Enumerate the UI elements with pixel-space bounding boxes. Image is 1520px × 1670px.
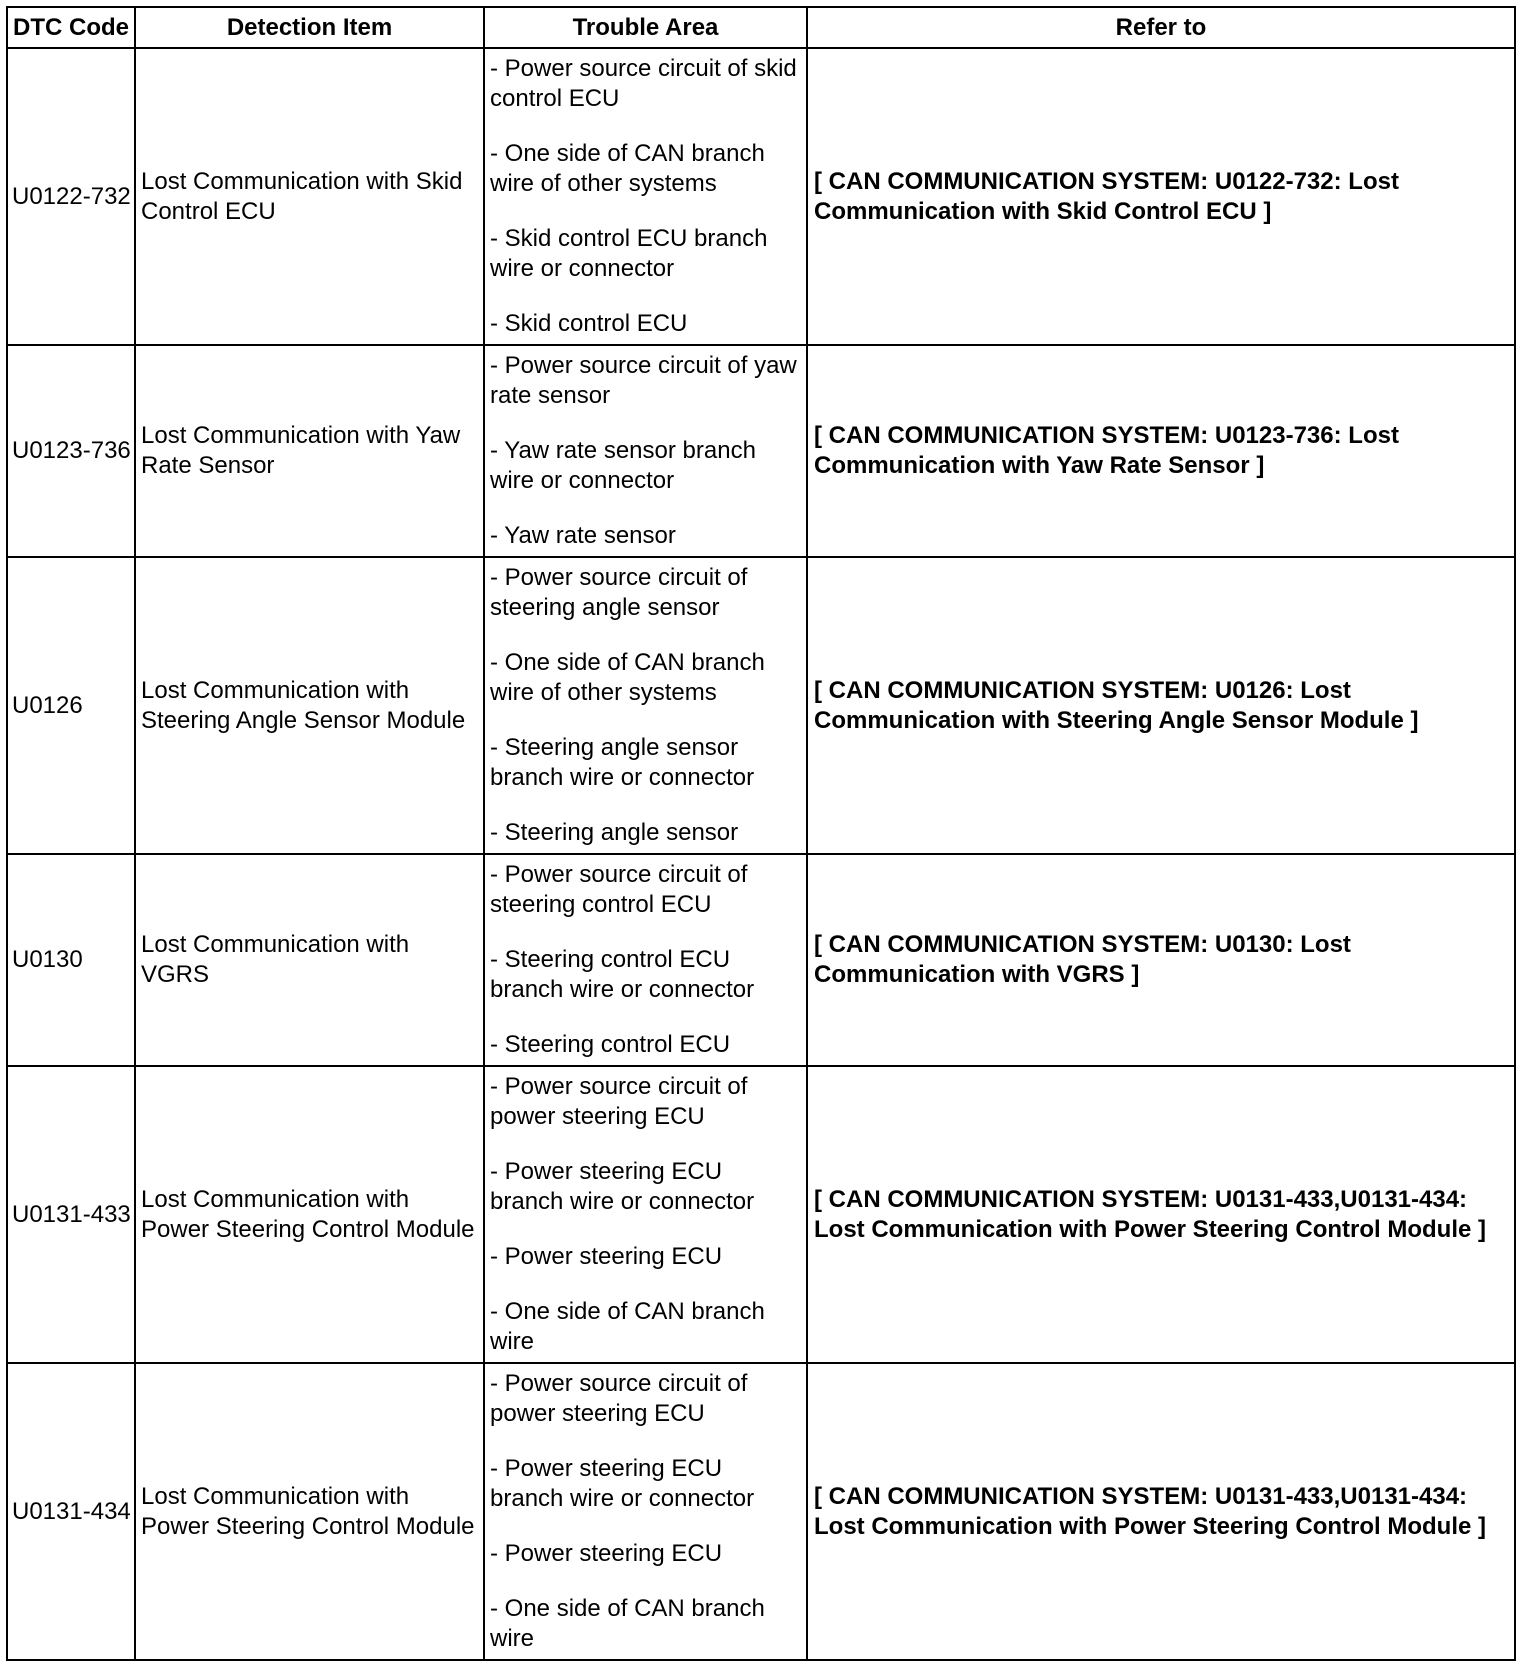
trouble-area-item: - Power steering ECU branch wire or connector xyxy=(490,1455,755,1512)
trouble-area-item: - Steering control ECU branch wire or connector xyxy=(490,946,755,1003)
trouble-area-item: - Power source circuit of power steering ECU xyxy=(490,1370,748,1427)
dtc-code-cell: U0123-736 xyxy=(7,345,135,557)
table-row xyxy=(7,1066,1515,1363)
trouble-area-item: - Steering angle sensor branch wire or connector xyxy=(490,734,755,791)
table-header-row xyxy=(7,7,1515,48)
refer-to-cell: [ CAN COMMUNICATION SYSTEM: U0131-433,U0131-434: Lost Communication with Power Steering Control Module ] xyxy=(807,1363,1515,1660)
trouble-area-cell xyxy=(484,48,807,345)
detection-item-cell: Lost Communication with Power Steering Control Module xyxy=(135,1066,484,1363)
refer-to-cell: [ CAN COMMUNICATION SYSTEM: U0130: Lost Communication with VGRS ] xyxy=(807,854,1515,1066)
trouble-area-item: - Power source circuit of power steering ECU xyxy=(490,1073,748,1130)
detection-item-cell: Lost Communication with Steering Angle Sensor Module xyxy=(135,557,484,854)
dtc-table xyxy=(6,6,1516,1661)
trouble-area-item: - One side of CAN branch wire xyxy=(490,1298,765,1355)
dtc-code-cell: U0130 xyxy=(7,854,135,1066)
trouble-area-item: - One side of CAN branch wire of other systems xyxy=(490,140,765,197)
refer-to-cell: [ CAN COMMUNICATION SYSTEM: U0126: Lost Communication with Steering Angle Sensor Module ] xyxy=(807,557,1515,854)
table-row xyxy=(7,48,1515,345)
header-trouble-area: Trouble Area xyxy=(484,7,807,48)
table-row xyxy=(7,854,1515,1066)
header-detection-item: Detection Item xyxy=(135,7,484,48)
trouble-area-item: - One side of CAN branch wire xyxy=(490,1595,765,1652)
refer-to-cell: [ CAN COMMUNICATION SYSTEM: U0123-736: Lost Communication with Yaw Rate Sensor ] xyxy=(807,345,1515,557)
refer-to-cell: [ CAN COMMUNICATION SYSTEM: U0122-732: Lost Communication with Skid Control ECU ] xyxy=(807,48,1515,345)
trouble-area-item: - Skid control ECU xyxy=(490,310,688,337)
trouble-area-item: - Steering angle sensor xyxy=(490,819,739,846)
trouble-area-item: - Power steering ECU xyxy=(490,1540,723,1567)
table-row xyxy=(7,345,1515,557)
detection-item-cell: Lost Communication with Skid Control ECU xyxy=(135,48,484,345)
dtc-code-cell: U0122-732 xyxy=(7,48,135,345)
trouble-area-item: - Steering control ECU xyxy=(490,1031,731,1058)
trouble-area-item: - Power source circuit of steering control ECU xyxy=(490,861,748,918)
table-row xyxy=(7,557,1515,854)
trouble-area-item: - Power steering ECU xyxy=(490,1243,723,1270)
trouble-area-cell xyxy=(484,1066,807,1363)
trouble-area-cell xyxy=(484,1363,807,1660)
trouble-area-item: - One side of CAN branch wire of other systems xyxy=(490,649,765,706)
trouble-area-item: - Power steering ECU branch wire or connector xyxy=(490,1158,755,1215)
detection-item-cell: Lost Communication with Yaw Rate Sensor xyxy=(135,345,484,557)
trouble-area-cell xyxy=(484,557,807,854)
detection-item-cell: Lost Communication with VGRS xyxy=(135,854,484,1066)
trouble-area-item: - Power source circuit of skid control ECU xyxy=(490,55,797,112)
trouble-area-cell xyxy=(484,854,807,1066)
trouble-area-cell xyxy=(484,345,807,557)
refer-to-cell: [ CAN COMMUNICATION SYSTEM: U0131-433,U0131-434: Lost Communication with Power Steering Control Module ] xyxy=(807,1066,1515,1363)
header-dtc-code: DTC Code xyxy=(7,7,135,48)
trouble-area-item: - Power source circuit of steering angle sensor xyxy=(490,564,748,621)
trouble-area-item: - Power source circuit of yaw rate sensor xyxy=(490,352,797,409)
table-body xyxy=(7,48,1515,1660)
dtc-code-cell: U0131-433 xyxy=(7,1066,135,1363)
trouble-area-item: - Skid control ECU branch wire or connector xyxy=(490,225,768,282)
table-row xyxy=(7,1363,1515,1660)
dtc-code-cell: U0126 xyxy=(7,557,135,854)
trouble-area-item: - Yaw rate sensor xyxy=(490,522,676,549)
header-refer-to: Refer to xyxy=(807,7,1515,48)
detection-item-cell: Lost Communication with Power Steering Control Module xyxy=(135,1363,484,1660)
trouble-area-item: - Yaw rate sensor branch wire or connector xyxy=(490,437,756,494)
dtc-code-cell: U0131-434 xyxy=(7,1363,135,1660)
